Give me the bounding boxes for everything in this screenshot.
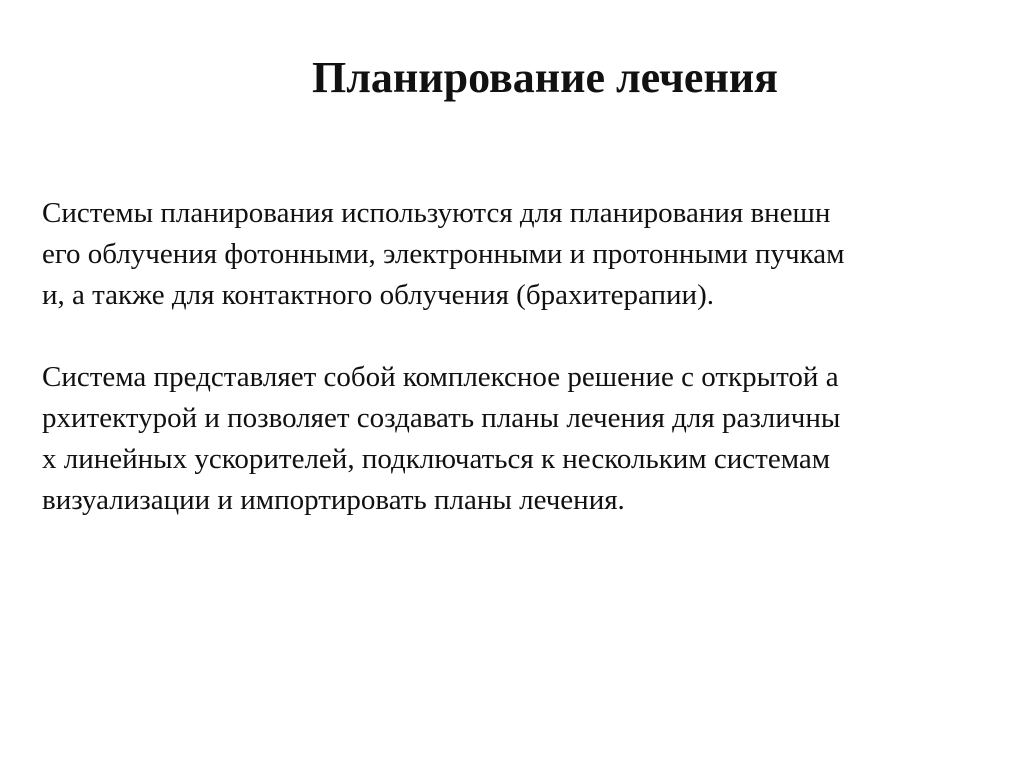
paragraph-line: Система представляет собой комплексное решение с открытой а (42, 361, 839, 393)
paragraph-line: Системы планирования используются для планирования внешн (42, 197, 831, 229)
paragraph-line: х линейных ускорителей, подключаться к нескольким системам (42, 443, 831, 475)
paragraph-line: рхитектурой и позволяет создавать планы лечения для различны (42, 402, 841, 434)
paragraph-line: и, а также для контактного облучения (брахитерапии). (42, 279, 714, 311)
paragraph-line: визуализации и импортировать планы лечения. (42, 484, 625, 516)
slide-title: Планирование лечения (312, 53, 778, 102)
slide-body (42, 193, 1002, 521)
paragraph-system-architecture (42, 357, 1002, 521)
paragraph-line: его облучения фотонными, электронными и протонными пучкам (42, 238, 845, 270)
paragraph-planning-systems (42, 193, 1002, 316)
